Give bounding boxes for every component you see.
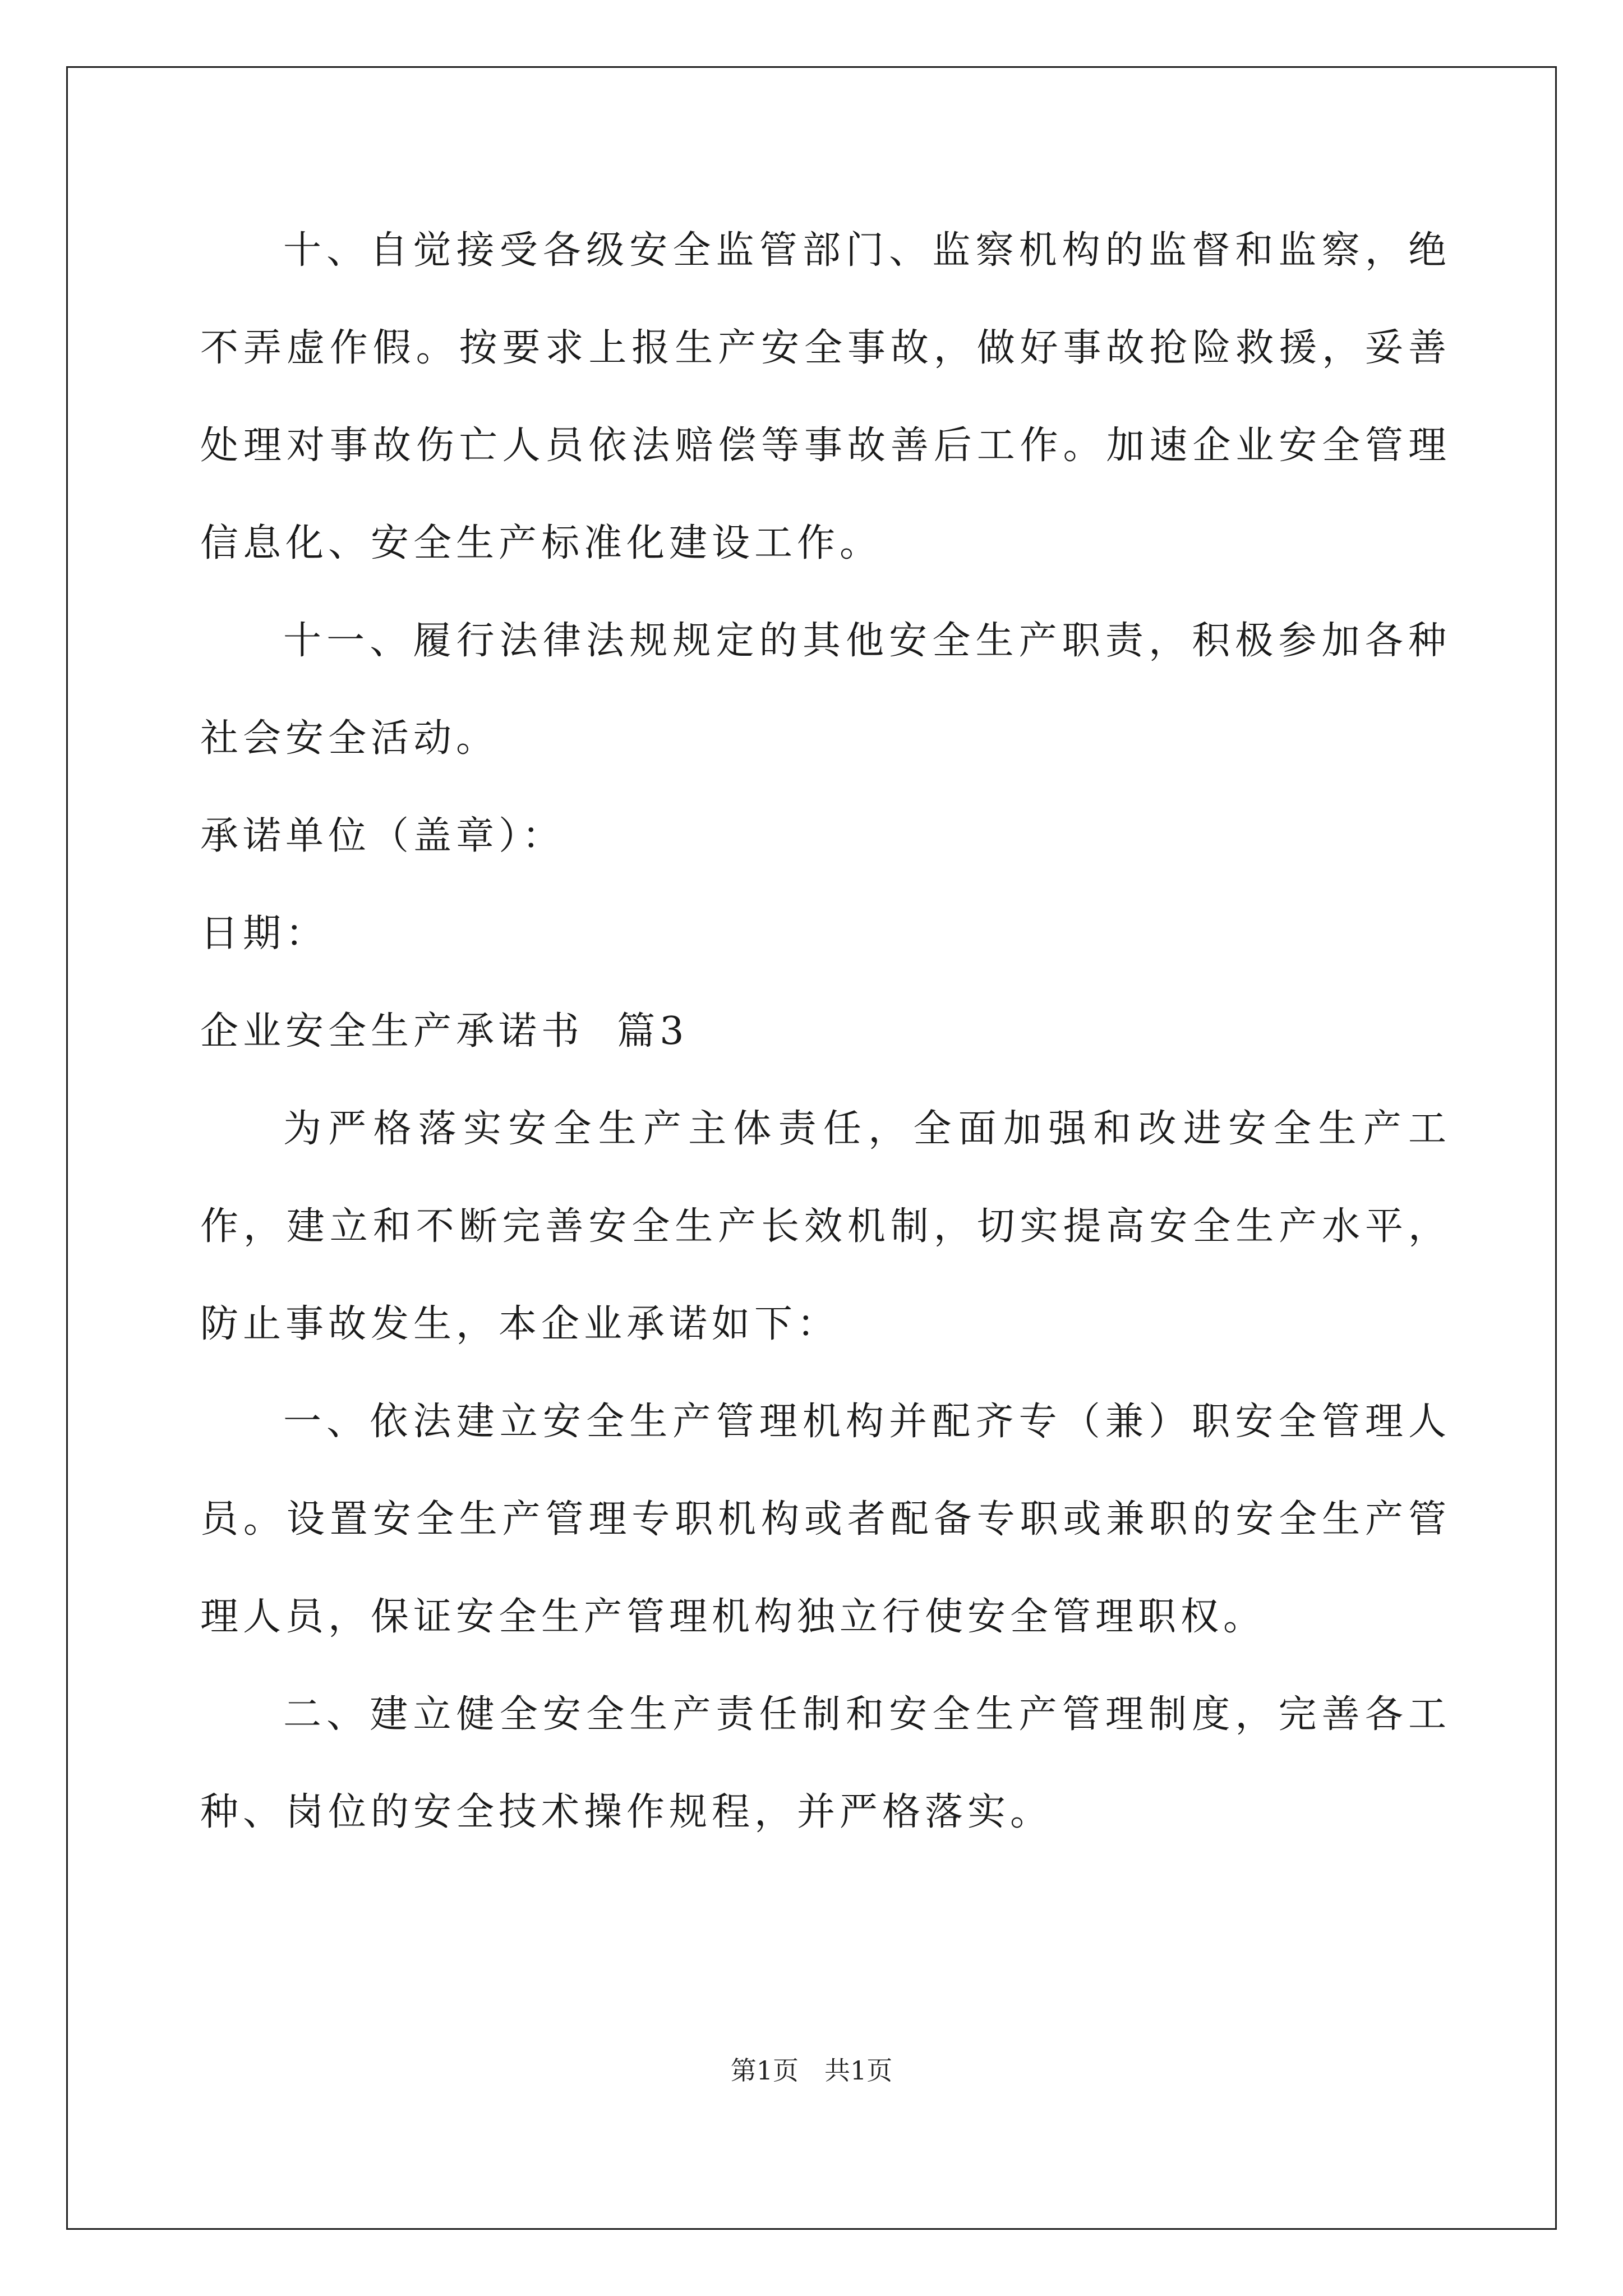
- section-title: 企业安全生产承诺书 篇3: [200, 1009, 689, 1053]
- document-body: [200, 202, 1451, 1861]
- paragraph-item-11: 十一、履行法律法规规定的其他安全生产职责，积极参加各种社会安全活动。: [200, 619, 1451, 761]
- page-number: 第1页: [730, 2055, 799, 2086]
- page-total: 共1页: [824, 2055, 893, 2086]
- paragraph-item-1: 一、依法建立安全生产管理机构并配齐专（兼）职安全管理人员。设置安全生产管理专职机构或者配备专职或兼职的安全生产管理人员，保证安全生产管理机构独立行使安全管理职权。: [200, 1400, 1451, 1639]
- intro-paragraph: 为严格落实安全生产主体责任，全面加强和改进安全生产工作，建立和不断完善安全生产长效机制，切实提高安全生产水平，防止事故发生，本企业承诺如下：: [200, 1107, 1451, 1346]
- seal-unit-line: 承诺单位（盖章）：: [200, 814, 565, 858]
- date-line: 日期：: [200, 912, 329, 956]
- page-footer: [0, 2050, 1623, 2087]
- paragraph-item-2: 二、建立健全安全生产责任制和安全生产管理制度，完善各工种、岗位的安全技术操作规程，并严格落实。: [200, 1692, 1451, 1834]
- paragraph-item-10: 十、自觉接受各级安全监管部门、监察机构的监督和监察，绝不弄虚作假。按要求上报生产安全事故，做好事故抢险救援，妥善处理对事故伤亡人员依法赔偿等事故善后工作。加速企业安全管理信息化、安全生产标准化建设工作。: [200, 228, 1451, 565]
